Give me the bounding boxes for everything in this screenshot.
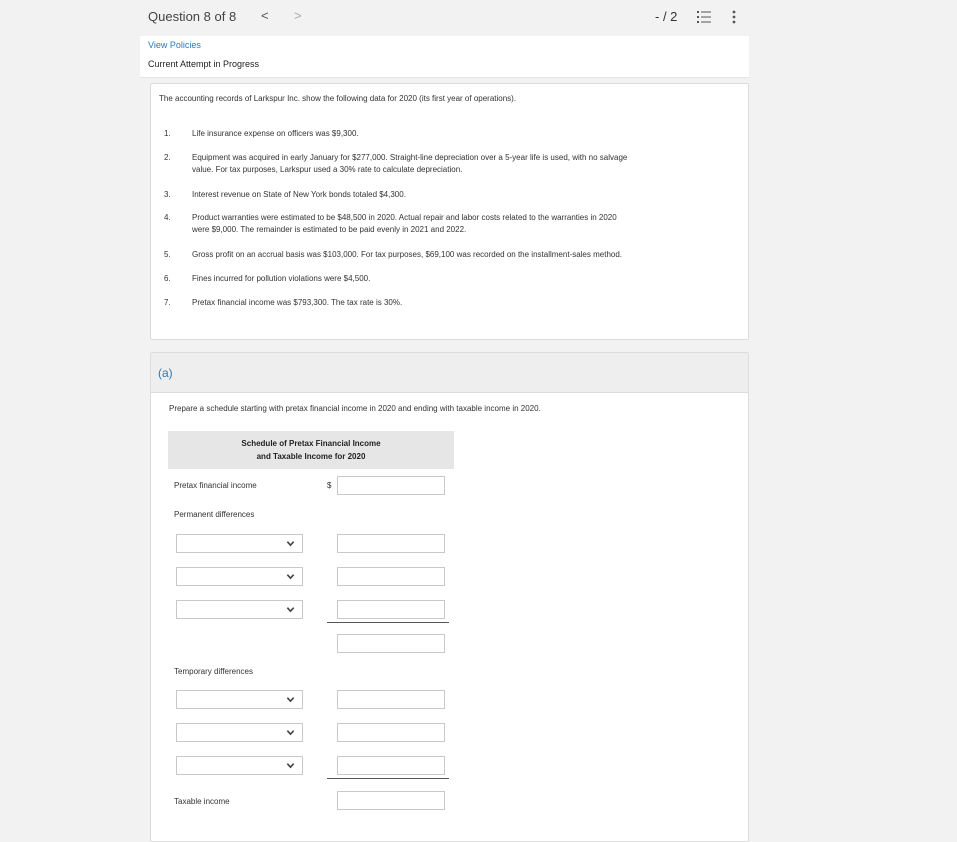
permanent-difference-amount-1[interactable]: [337, 534, 445, 553]
list-icon[interactable]: [697, 11, 711, 23]
item-text: Pretax financial income was $793,300. The tax rate is 30%.: [192, 298, 403, 307]
pretax-income-input[interactable]: [337, 476, 445, 495]
permanent-differences-label: Permanent differences: [174, 510, 255, 519]
next-question-button[interactable]: >: [294, 8, 302, 23]
item-number: 3.: [164, 190, 171, 199]
chevron-down-icon: [286, 539, 295, 548]
chevron-down-icon: [286, 761, 295, 770]
permanent-difference-amount-2[interactable]: [337, 567, 445, 586]
subtotal-underline: [327, 622, 449, 623]
temporary-difference-select-2[interactable]: [176, 723, 303, 742]
part-a-label: (a): [158, 366, 173, 380]
item-text: Gross profit on an accrual basis was $103,000. For tax purposes, $69,100 was recorded on the installment-sales method.: [192, 250, 623, 259]
attempt-status: Current Attempt in Progress: [148, 59, 260, 69]
taxable-income-underline: [327, 778, 449, 779]
item-number: 1.: [164, 129, 171, 138]
item-number: 7.: [164, 298, 171, 307]
view-policies-link[interactable]: View Policies: [148, 40, 201, 50]
chevron-down-icon: [286, 605, 295, 614]
chevron-down-icon: [286, 728, 295, 737]
temporary-difference-amount-3[interactable]: [337, 756, 445, 775]
part-a-instruction: Prepare a schedule starting with pretax financial income in 2020 and ending with taxable income in 2020.: [169, 404, 541, 413]
schedule-title-line-1: Schedule of Pretax Financial Income: [241, 439, 381, 448]
more-vertical-icon[interactable]: [732, 10, 736, 24]
item-number: 2.: [164, 153, 171, 162]
item-number: 6.: [164, 274, 171, 283]
taxable-income-amount[interactable]: [337, 791, 445, 810]
question-label: Question 8 of 8: [148, 9, 237, 24]
taxable-income-label: Taxable income: [174, 797, 230, 806]
chevron-down-icon: [286, 572, 295, 581]
item-text: Interest revenue on State of New York bonds totaled $4,300.: [192, 190, 406, 199]
item-text: Product warranties were estimated to be $48,500 in 2020. Actual repair and labor costs related to the warranties in 2020: [192, 213, 617, 222]
chevron-down-icon: [286, 695, 295, 704]
currency-symbol: $: [327, 481, 332, 490]
problem-intro: The accounting records of Larkspur Inc. show the following data for 2020 (its first year of operations).: [159, 94, 517, 103]
permanent-difference-select-3[interactable]: [176, 600, 303, 619]
temporary-differences-label: Temporary differences: [174, 667, 253, 676]
permanent-difference-amount-3[interactable]: [337, 600, 445, 619]
policy-panel: [140, 36, 749, 77]
temporary-difference-amount-2[interactable]: [337, 723, 445, 742]
subtotal-amount[interactable]: [337, 634, 445, 653]
temporary-difference-amount-1[interactable]: [337, 690, 445, 709]
item-text: Fines incurred for pollution violations were $4,500.: [192, 274, 371, 283]
temporary-difference-select-3[interactable]: [176, 756, 303, 775]
top-bar: [0, 0, 957, 36]
schedule-title-line-2: and Taxable Income for 2020: [256, 452, 366, 461]
part-a-header: [151, 353, 748, 393]
item-number: 4.: [164, 213, 171, 222]
item-number: 5.: [164, 250, 171, 259]
score-display: - / 2: [655, 9, 678, 24]
permanent-difference-select-1[interactable]: [176, 534, 303, 553]
schedule-title: [168, 431, 454, 469]
permanent-difference-select-2[interactable]: [176, 567, 303, 586]
temporary-difference-select-1[interactable]: [176, 690, 303, 709]
item-text: were $9,000. The remainder is estimated to be paid evenly in 2021 and 2022.: [192, 225, 467, 234]
previous-question-button[interactable]: <: [261, 8, 269, 23]
item-text: Equipment was acquired in early January for $277,000. Straight-line depreciation over a 5-year life is used, with no salvage: [192, 153, 628, 162]
divider: [140, 77, 749, 78]
item-text: value. For tax purposes, Larkspur used a 30% rate to calculate depreciation.: [192, 165, 463, 174]
pretax-income-label: Pretax financial income: [174, 481, 257, 490]
item-text: Life insurance expense on officers was $9,300.: [192, 129, 359, 138]
